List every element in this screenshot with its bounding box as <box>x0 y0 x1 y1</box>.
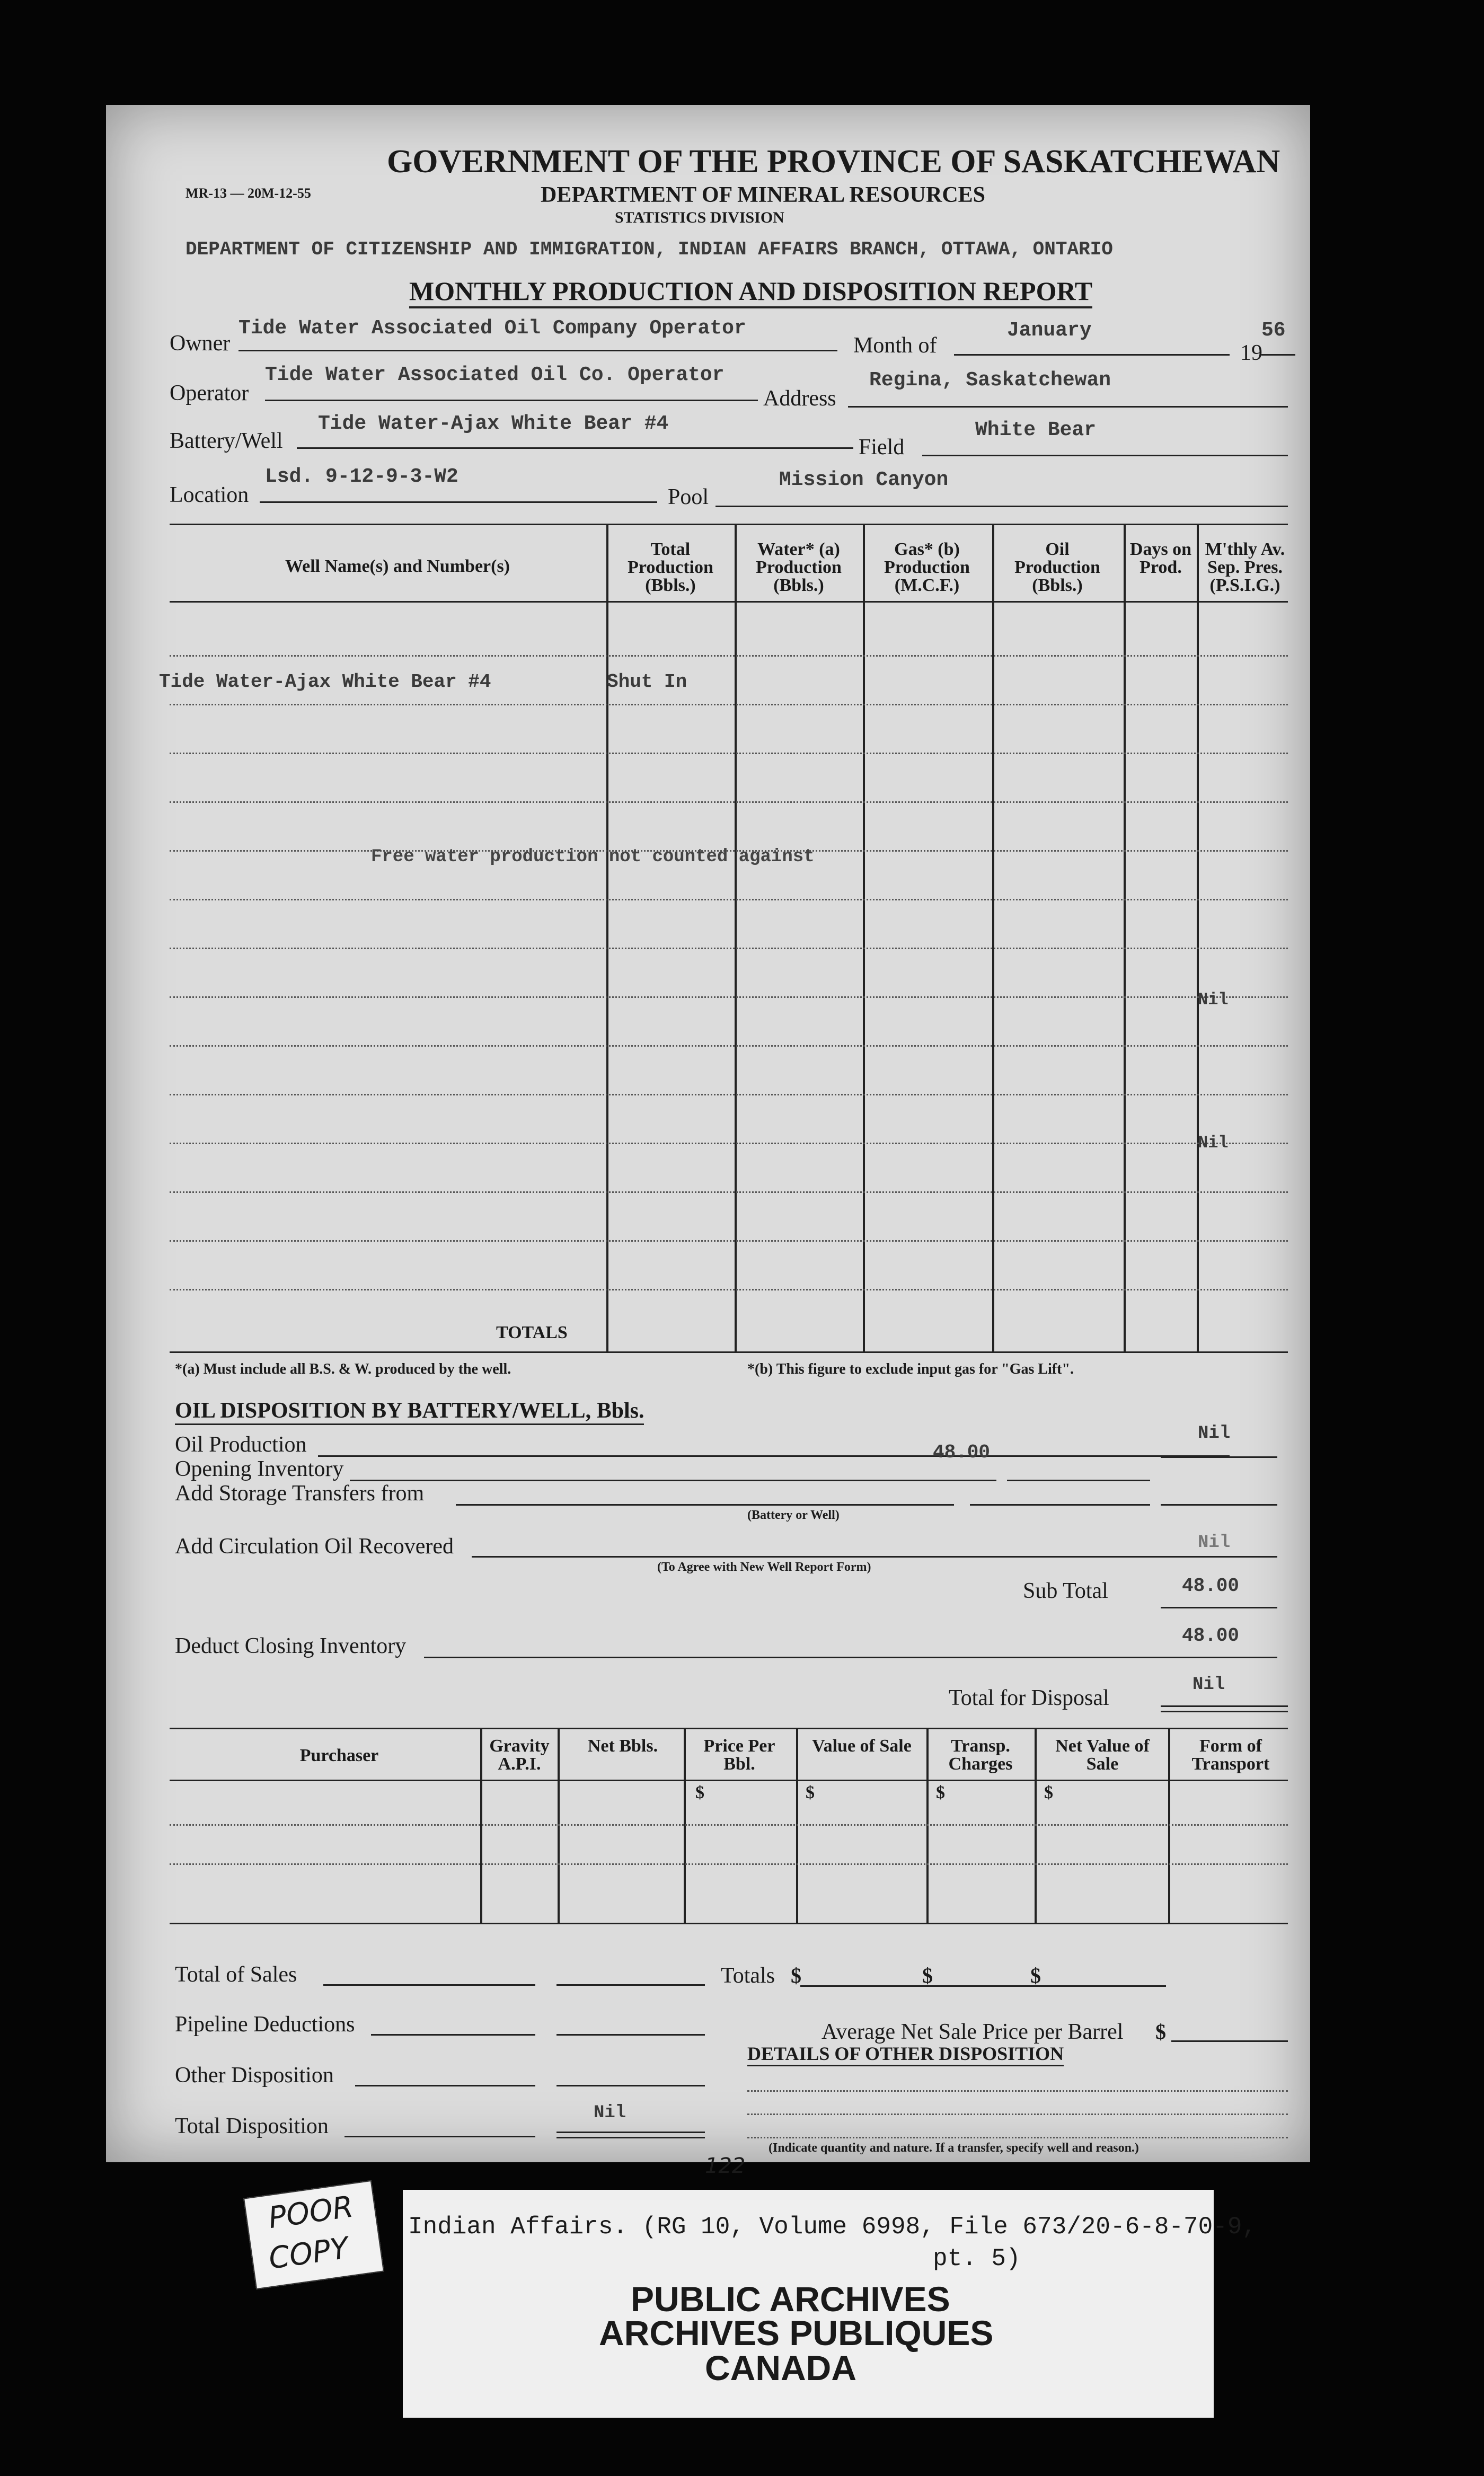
canada-stamp: CANADA <box>705 2348 856 2387</box>
net-dollar-sign: $ <box>1044 1783 1053 1802</box>
col-price-per-bbl: Price Per Bbl. <box>703 1736 775 1774</box>
month-value: January <box>1007 319 1092 342</box>
oil-production-label: Oil Production <box>175 1432 307 1457</box>
avg-price-dollar: $ <box>1155 2020 1166 2044</box>
totals-summary-label: Totals <box>721 1964 775 1988</box>
total-disposition-label: Total Disposition <box>175 2114 329 2138</box>
price-dollar-sign: $ <box>695 1783 704 1802</box>
col-transp-charges: Transp. Charges <box>948 1736 1013 1774</box>
oil-disposition-heading: OIL DISPOSITION BY BATTERY/WELL, Bbls. <box>175 1398 644 1425</box>
circulation-amount: Nil <box>1198 1533 1231 1553</box>
poor-copy-line1: POOR <box>266 2189 356 2236</box>
col-net-bbls: Net Bbls. <box>587 1736 658 1756</box>
owner-value: Tide Water Associated Oil Company Operator <box>238 317 746 340</box>
transp-dollar-sign: $ <box>936 1783 945 1802</box>
archive-reference-line2: pt. 5) <box>933 2245 1021 2272</box>
production-note: Free water production not counted against <box>371 847 815 867</box>
pool-label: Pool <box>668 485 709 509</box>
archives-publiques-stamp: ARCHIVES PUBLIQUES <box>599 2313 994 2353</box>
storage-transfers-label: Add Storage Transfers from <box>175 1481 425 1506</box>
footnote-b: *(b) This figure to exclude input gas for "Gas Lift". <box>747 1361 1074 1377</box>
form-code: MR-13 — 20M-12-55 <box>186 185 311 201</box>
public-archives-stamp: PUBLIC ARCHIVES <box>631 2279 950 2319</box>
row-status: Shut In <box>607 671 687 693</box>
footnote-a: *(a) Must include all B.S. & W. produced by the well. <box>175 1361 511 1377</box>
operator-label: Operator <box>170 381 249 405</box>
poor-copy-line2: COPY <box>267 2231 351 2276</box>
total-for-disposal-label: Total for Disposal <box>949 1686 1109 1710</box>
col-value-of-sale: Value of Sale <box>812 1736 912 1756</box>
col-form-of-transport: Form of Transport <box>1191 1736 1270 1774</box>
sub-total-amount: 48.00 <box>1182 1575 1240 1597</box>
report-form <box>106 105 1310 2178</box>
totals-dollar-1: $ <box>791 1964 801 1987</box>
col-net-value: Net Value of Sale <box>1055 1736 1150 1774</box>
closing-inventory-label: Deduct Closing Inventory <box>175 1634 407 1658</box>
row-well-name: Tide Water-Ajax White Bear #4 <box>159 671 491 693</box>
totals-dollar-2: $ <box>922 1964 933 1987</box>
col-total-production: Total Production (Bbls.) <box>628 540 713 595</box>
total-disposal-amount: Nil <box>1192 1675 1225 1695</box>
government-heading: GOVERNMENT OF THE PROVINCE OF SASKATCHEWAN <box>387 144 1280 180</box>
circulation-oil-label: Add Circulation Oil Recovered <box>175 1534 454 1559</box>
operator-value: Tide Water Associated Oil Co. Operator <box>265 364 725 386</box>
avg-price-label: Average Net Sale Price per Barrel <box>822 2020 1124 2044</box>
total-sales-label: Total of Sales <box>175 1962 297 1987</box>
department-overtype: DEPARTMENT OF CITIZENSHIP AND IMMIGRATION, INDIAN AFFAIRS BRANCH, OTTAWA, ONTARIO <box>186 238 1113 260</box>
value-dollar-sign: $ <box>806 1783 815 1802</box>
totals-label: TOTALS <box>496 1323 568 1342</box>
battery-or-well-note: (Battery or Well) <box>747 1508 840 1522</box>
col-oil-production: Oil Production (Bbls.) <box>1014 540 1100 595</box>
archive-reference-line1: Indian Affairs. (RG 10, Volume 6998, File 673/20-6-8-70-9, <box>408 2213 1257 2241</box>
report-title: MONTHLY PRODUCTION AND DISPOSITION REPORT <box>409 276 1092 308</box>
address-value: Regina, Saskatchewan <box>869 369 1111 392</box>
col-water-production: Water* (a) Production (Bbls.) <box>756 540 842 595</box>
details-heading: DETAILS OF OTHER DISPOSITION <box>747 2042 1064 2066</box>
side-value-2: Nil <box>1198 1133 1229 1153</box>
battery-label: Battery/Well <box>170 429 283 453</box>
new-well-note: (To Agree with New Well Report Form) <box>657 1560 871 1574</box>
col-well-name: Well Name(s) and Number(s) <box>285 556 510 576</box>
archive-reference-card <box>403 2190 1257 2418</box>
address-label: Address <box>763 386 836 411</box>
total-disposition-value: Nil <box>594 2103 626 2123</box>
indicate-note: (Indicate quantity and nature. If a transfer, specify well and reason.) <box>768 2141 1139 2155</box>
closing-inventory-amount: 48.00 <box>1182 1625 1240 1647</box>
col-purchaser: Purchaser <box>299 1746 379 1765</box>
side-value-1: Nil <box>1198 990 1229 1010</box>
owner-label: Owner <box>170 331 231 356</box>
location-value: Lsd. 9-12-9-3-W2 <box>265 465 458 488</box>
field-label: Field <box>859 435 905 459</box>
month-label: Month of <box>853 333 937 358</box>
page-number: 122 <box>705 2154 746 2178</box>
location-label: Location <box>170 483 249 507</box>
poor-copy-note <box>243 2180 384 2289</box>
col-gas-production: Gas* (b) Production (M.C.F.) <box>884 540 970 595</box>
pool-value: Mission Canyon <box>779 468 949 491</box>
opening-inventory-label: Opening Inventory <box>175 1457 344 1481</box>
col-days-on-prod: Days on Prod. <box>1129 540 1192 577</box>
col-sep-pressure: M'thly Av. Sep. Pres. (P.S.I.G.) <box>1205 540 1285 595</box>
department-heading: DEPARTMENT OF MINERAL RESOURCES <box>541 183 986 207</box>
battery-value: Tide Water-Ajax White Bear #4 <box>318 412 669 435</box>
oil-production-amount: Nil <box>1198 1423 1231 1444</box>
division-heading: STATISTICS DIVISION <box>615 209 784 226</box>
col-gravity: Gravity A.P.I. <box>489 1736 550 1774</box>
totals-dollar-3: $ <box>1030 1964 1041 1987</box>
opening-inventory-value: 48.00 <box>933 1442 991 1463</box>
year-prefix: 19 <box>1240 341 1262 365</box>
field-value: White Bear <box>975 419 1097 441</box>
sub-total-label: Sub Total <box>1023 1579 1108 1603</box>
pipeline-deductions-label: Pipeline Deductions <box>175 2012 355 2037</box>
year-value: 56 <box>1261 319 1286 342</box>
other-disposition-label: Other Disposition <box>175 2063 334 2088</box>
